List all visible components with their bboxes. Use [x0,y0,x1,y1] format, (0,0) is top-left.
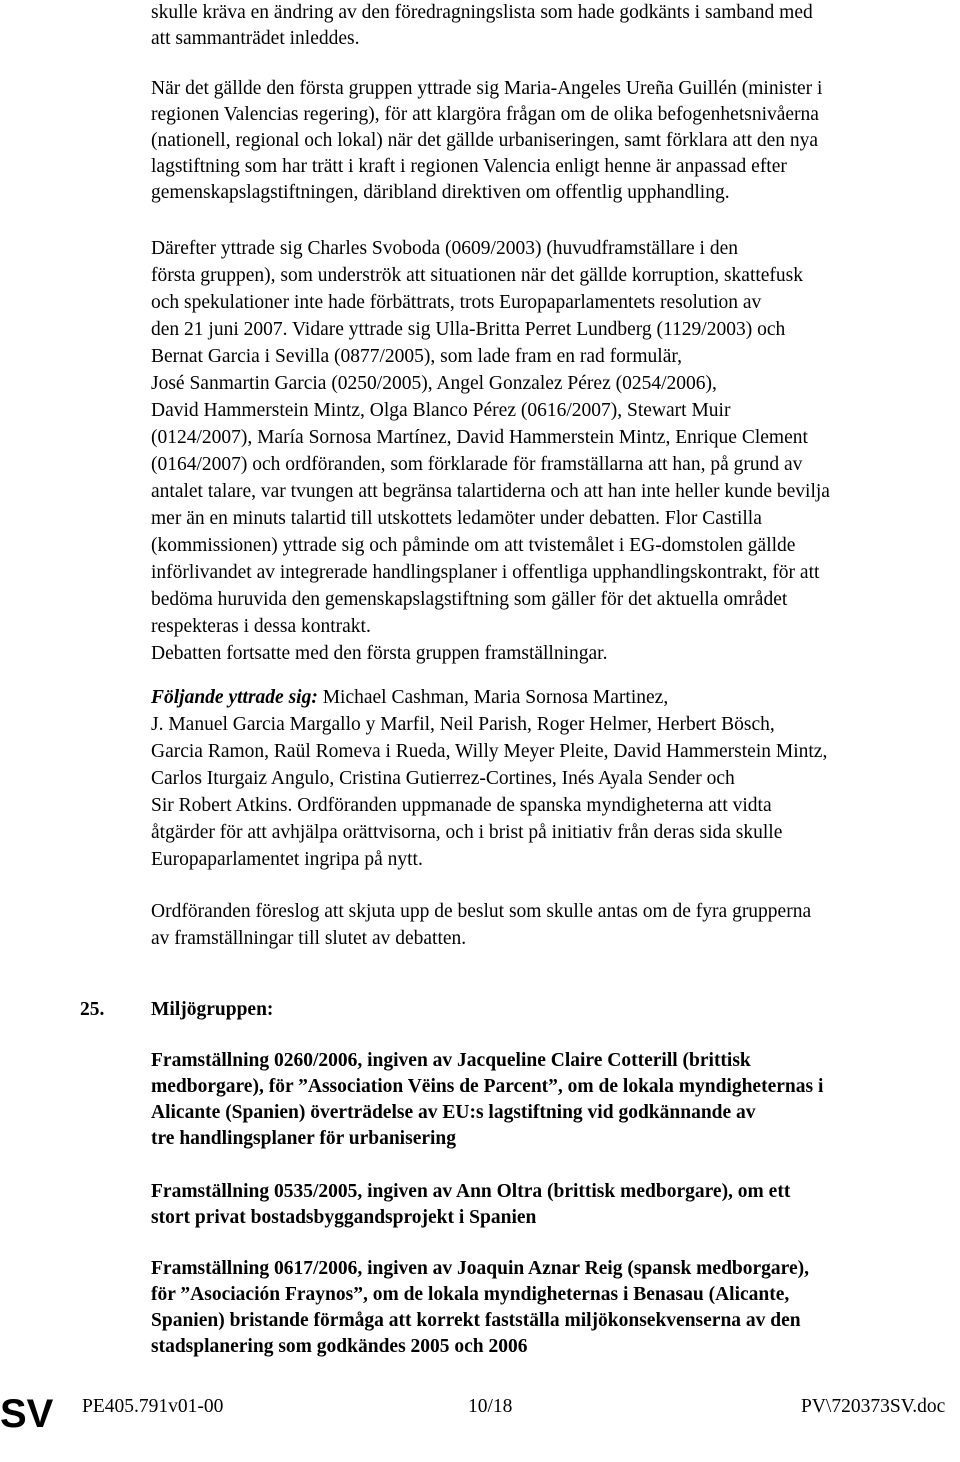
text-line: åtgärder för att avhjälpa orättvisorna, och i brist på initiativ från deras sida skulle [151,822,783,843]
text-line: regionen Valencias regering), för att klargöra frågan om de olika befogenhetsnivåerna [151,104,819,125]
agenda-item-number: 25. [80,999,105,1020]
text-line: stadsplanering som godkändes 2005 och 2006 [151,1336,528,1357]
text-line: Spanien) bristande förmåga att korrekt fastställa miljökonsekvenserna av den [151,1310,801,1331]
text-line: skulle kräva en ändring av den föredragningslista som hade godkänts i samband med [151,2,813,23]
text-line: respekteras i dessa kontrakt. [151,616,371,637]
text-line: (0164/2007) och ordföranden, som förklarade för framställarna att han, på grund av [151,454,803,475]
paragraph-urena-guillen [151,76,956,206]
text-line: av framställningar till slutet av debatten. [151,928,467,949]
paragraph-postpone [151,898,956,952]
text-line: antalet talare, var tvungen att begränsa talartiderna och att han inte heller kunde bevilja [151,481,830,502]
text-line: (0124/2007), María Sornosa Martínez, David Hammerstein Mintz, Enrique Clement [151,427,808,448]
text-line: Bernat Garcia i Sevilla (0877/2005), som lade fram en rad formulär, [151,346,682,367]
text-line: för ”Asociación Fraynos”, om de lokala myndigheternas i Benasau (Alicante, [151,1284,790,1305]
text-line [151,684,956,711]
text-line: Framställning 0617/2006, ingiven av Joaquin Aznar Reig (spansk medborgare), [151,1258,810,1279]
agenda-item-title: Miljögruppen: [151,999,274,1020]
document-reference: PE405.791v01-00 [82,1396,224,1417]
text-line: att sammanträdet inleddes. [151,28,360,49]
text-line: tre handlingsplaner för urbanisering [151,1128,457,1149]
text-line: Europaparlamentet ingripa på nytt. [151,849,423,870]
speakers-first-names: Michael Cashman, Maria Sornosa Martinez, [317,687,669,708]
text-line: J. Manuel Garcia Margallo y Marfil, Neil Parish, Roger Helmer, Herbert Bösch, [151,714,775,735]
intro-paragraph [151,0,956,52]
text-line: införlivandet av integrerade handlingsplaner i offentliga upphandlingskontrakt, för att [151,562,820,583]
text-line: Därefter yttrade sig Charles Svoboda (0609/2003) (huvudframställare i den [151,238,738,259]
text-line: medborgare), för ”Association Vëins de Parcent”, om de lokala myndigheternas i [151,1076,824,1097]
text-line: och spekulationer inte hade förbättrats, trots Europaparlamentets resolution av [151,292,762,313]
text-line: gemenskapslagstiftningen, däribland direktiven om offentlig upphandling. [151,182,730,203]
petition-0260-2006 [151,1048,956,1152]
text-line: David Hammerstein Mintz, Olga Blanco Pérez (0616/2007), Stewart Muir [151,400,731,421]
paragraph-speakers [151,684,956,873]
petition-0535-2005 [151,1179,956,1231]
petition-0617-2006 [151,1256,956,1360]
text-line: mer än en minuts talartid till utskottets ledamöter under debatten. Flor Castilla [151,508,762,529]
text-line: stort privat bostadsbyggandsprojekt i Spanien [151,1207,537,1228]
text-line: (kommissionen) yttrade sig och påminde om att tvistemålet i EG-domstolen gällde [151,535,796,556]
text-line: Alicante (Spanien) överträdelse av EU:s lagstiftning vid godkännande av [151,1102,756,1123]
text-line: Garcia Ramon, Raül Romeva i Rueda, Willy Meyer Pleite, David Hammerstein Mintz, [151,741,828,762]
text-line: Framställning 0260/2006, ingiven av Jacqueline Claire Cotterill (brittisk [151,1050,751,1071]
text-line: Carlos Iturgaiz Angulo, Cristina Gutierrez-Cortines, Inés Ayala Sender och [151,768,735,789]
text-line: Framställning 0535/2005, ingiven av Ann Oltra (brittisk medborgare), om ett [151,1181,791,1202]
text-line: första gruppen), som underströk att situationen när det gällde korruption, skattefusk [151,265,804,286]
text-line: lagstiftning som har trätt i kraft i regionen Valencia enligt henne är anpassad efter [151,156,787,177]
text-line: Debatten fortsatte med den första gruppen framställningar. [151,643,608,664]
text-line: Ordföranden föreslog att skjuta upp de beslut som skulle antas om de fyra grupperna [151,901,812,922]
paragraph-svoboda [151,235,956,667]
text-line: Sir Robert Atkins. Ordföranden uppmanade de spanska myndigheterna att vidta [151,795,772,816]
text-line: José Sanmartin Garcia (0250/2005), Angel Gonzalez Pérez (0254/2006), [151,373,717,394]
text-line: (nationell, regional och lokal) när det gällde urbaniseringen, samt förklara att den nya [151,130,819,151]
page-number: 10/18 [468,1396,513,1417]
speakers-lead: Följande yttrade sig: [151,687,318,708]
text-line: bedöma huruvida den gemenskapslagstiftning som gäller för det aktuella området [151,589,788,610]
text-line: den 21 juni 2007. Vidare yttrade sig Ulla-Britta Perret Lundberg (1129/2003) och [151,319,786,340]
text-line: När det gällde den första gruppen yttrade sig Maria-Angeles Ureña Guillén (minister i [151,78,823,99]
language-code: SV [0,1392,54,1436]
file-name: PV\720373SV.doc [801,1396,946,1417]
